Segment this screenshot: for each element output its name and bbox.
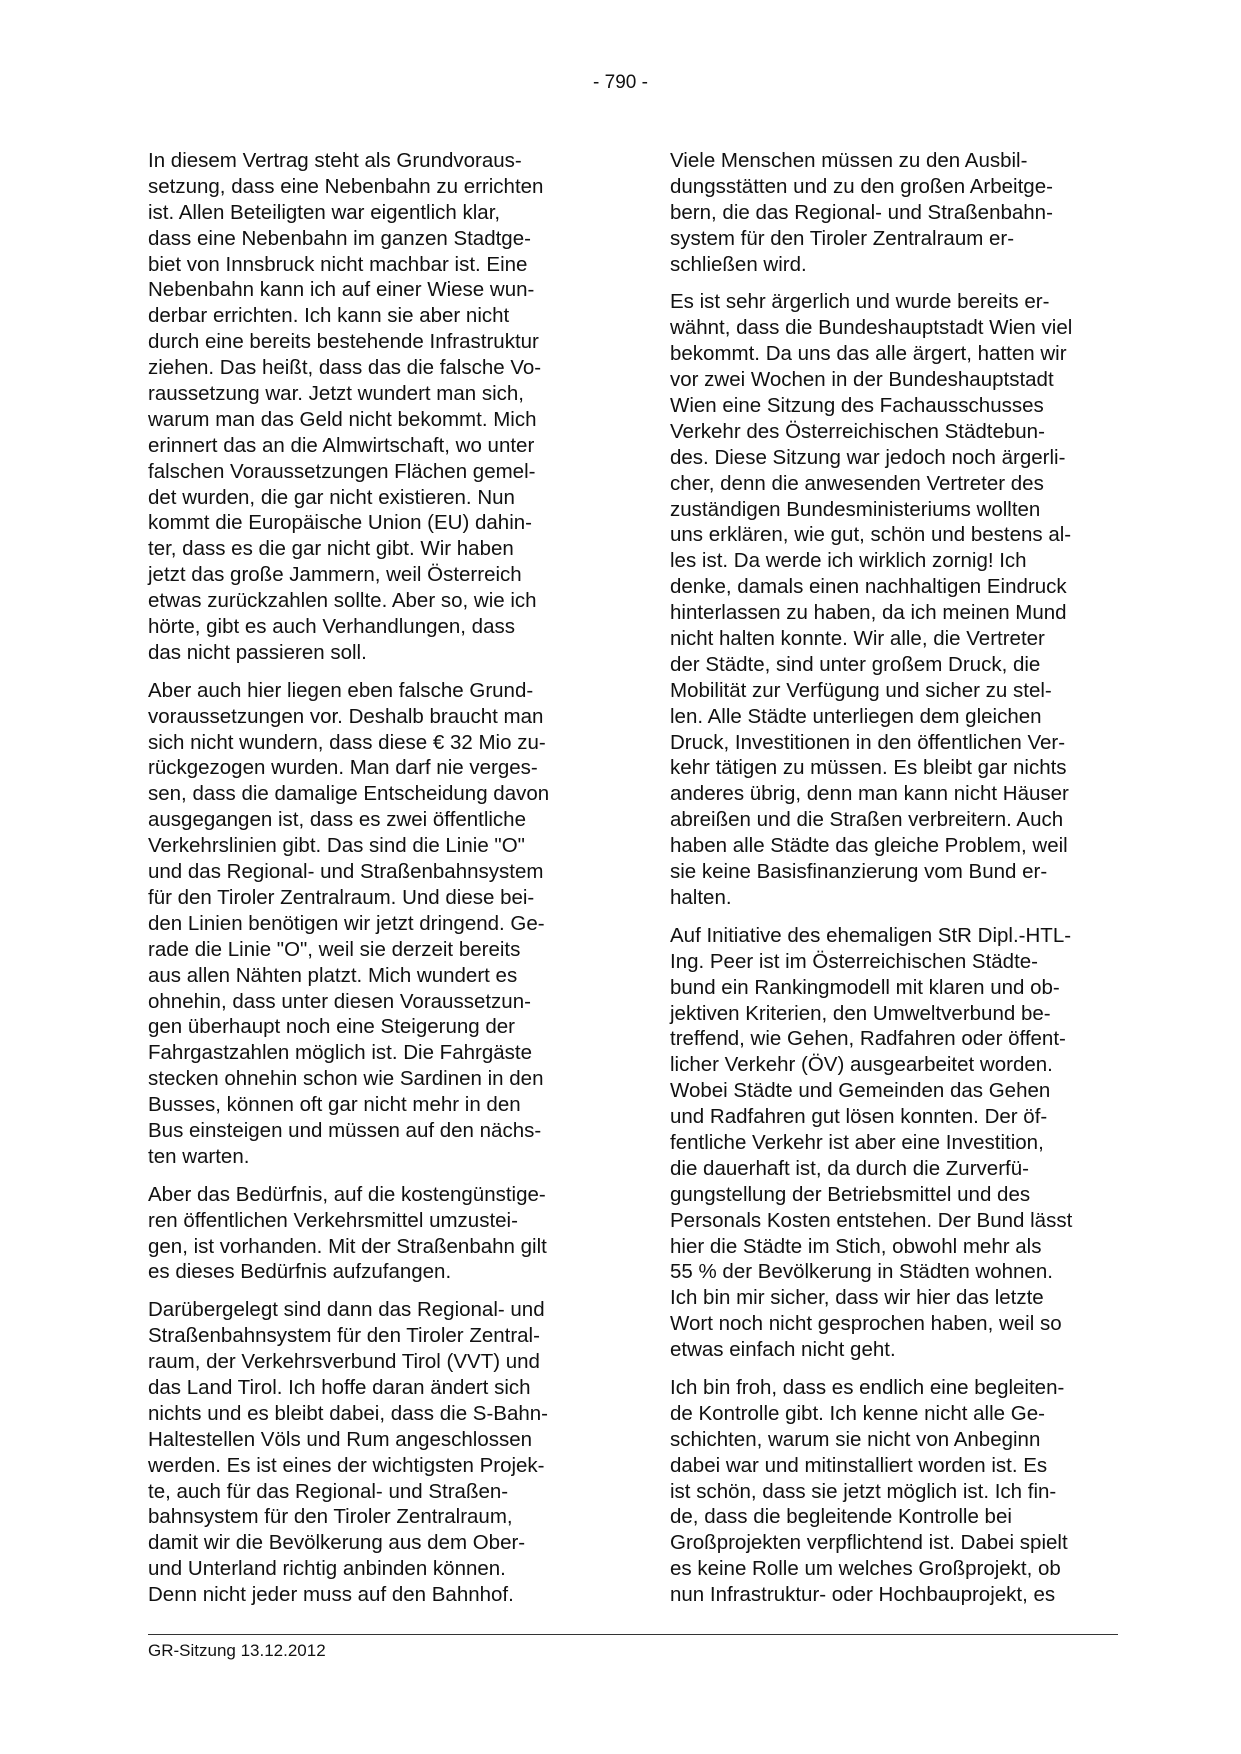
text-line: bern, die das Regional- und Straßenbahn- (670, 200, 1053, 224)
text-line: Darübergelegt sind dann das Regional- und (148, 1298, 545, 1322)
text-line: denke, damals einen nachhaltigen Eindruck (670, 575, 1067, 599)
text-line: rade die Linie "O", weil sie derzeit bereits (148, 937, 521, 961)
paragraph (148, 678, 598, 1170)
text-line: In diesem Vertrag steht als Grundvoraus- (148, 149, 522, 172)
text-line: für den Tiroler Zentralraum. Und diese bei- (148, 885, 535, 909)
text-line: dabei war und mitinstalliert worden ist. Es (670, 1453, 1048, 1477)
text-line: falschen Voraussetzungen Flächen gemel- (148, 459, 536, 483)
page-number: - 790 - (593, 72, 648, 93)
text-line: kommt die Europäische Union (EU) dahin- (148, 511, 532, 535)
text-line: Ing. Peer ist im Österreichischen Städte- (670, 949, 1039, 973)
paragraph-gap (670, 911, 1120, 923)
text-line: Verkehr des Österreichischen Städtebun- (670, 419, 1045, 443)
text-line: ten warten. (148, 1144, 250, 1168)
text-line: cher, denn die anwesenden Vertreter des (670, 471, 1044, 495)
text-line: Nebenbahn kann ich auf einer Wiese wun- (148, 278, 535, 302)
left-column (148, 148, 598, 1608)
paragraph (670, 1375, 1120, 1608)
text-line: das nicht passieren soll. (148, 640, 367, 664)
text-line: anderes übrig, denn man kann nicht Häuser (670, 782, 1069, 806)
text-line: treffend, wie Gehen, Radfahren oder öffent- (670, 1027, 1066, 1051)
text-line: bund ein Rankingmodell mit klaren und ob- (670, 975, 1060, 999)
text-line: etwas einfach nicht geht. (670, 1338, 896, 1362)
text-line: und Unterland richtig anbinden können. (148, 1557, 506, 1581)
text-line: Busses, können oft gar nicht mehr in den (148, 1093, 521, 1117)
text-line: Denn nicht jeder muss auf den Bahnhof. (148, 1583, 514, 1607)
text-line: Wien eine Sitzung des Fachausschusses (670, 394, 1044, 418)
paragraph (148, 1297, 598, 1608)
text-line: gen, ist vorhanden. Mit der Straßenbahn gilt (148, 1234, 547, 1258)
text-line: ren öffentlichen Verkehrsmittel umzustei- (148, 1208, 518, 1232)
text-line: nun Infrastruktur- oder Hochbauprojekt, es (670, 1583, 1056, 1607)
text-line: Viele Menschen müssen zu den Ausbil- (670, 149, 1028, 172)
text-line: Mobilität zur Verfügung und sicher zu stel- (670, 678, 1052, 702)
text-line: aus allen Nähten platzt. Mich wundert es (148, 963, 518, 987)
text-line: wähnt, dass die Bundeshauptstadt Wien viel (670, 316, 1073, 340)
text-line: des. Diese Sitzung war jedoch noch ärgerli- (670, 445, 1066, 469)
footer-divider (148, 1634, 1118, 1635)
text-line: die dauerhaft ist, da durch die Zurverfü- (670, 1156, 1029, 1180)
text-line: Haltestellen Völs und Rum angeschlossen (148, 1427, 533, 1451)
paragraph (670, 289, 1120, 910)
text-line: 55 % der Bevölkerung in Städten wohnen. (670, 1260, 1053, 1284)
text-line: sich nicht wundern, dass diese € 32 Mio zu- (148, 730, 546, 754)
text-line: Ich bin mir sicher, dass wir hier das letzte (670, 1286, 1044, 1310)
text-line: Ich bin froh, dass es endlich eine begleiten- (670, 1375, 1065, 1399)
text-line: Fahrgastzahlen möglich ist. Die Fahrgäste (148, 1041, 532, 1065)
text-line: es dieses Bedürfnis aufzufangen. (148, 1260, 452, 1284)
text-line: abreißen und die Straßen verbreitern. Auch (670, 808, 1064, 832)
text-line: Auf Initiative des ehemaligen StR Dipl.-HTL- (670, 923, 1072, 947)
text-line: nicht halten konnte. Wir alle, die Vertreter (670, 627, 1045, 651)
paragraph-gap (148, 1170, 598, 1182)
text-line: Aber auch hier liegen eben falsche Grund- (148, 678, 534, 702)
text-line: haben alle Städte das gleiche Problem, weil (670, 834, 1068, 858)
text-line: raum, der Verkehrsverbund Tirol (VVT) und (148, 1350, 540, 1374)
paragraph (670, 148, 1120, 277)
paragraph (148, 148, 598, 666)
text-line: sie keine Basisfinanzierung vom Bund er- (670, 860, 1048, 884)
text-line: und Radfahren gut lösen konnten. Der öf- (670, 1105, 1048, 1129)
text-line: ist schön, dass sie jetzt möglich ist. Ich fin- (670, 1479, 1057, 1503)
text-line: Wort noch nicht gesprochen haben, weil so (670, 1312, 1062, 1336)
text-line: schichten, warum sie nicht von Anbeginn (670, 1427, 1041, 1451)
text-line: ist. Allen Beteiligten war eigentlich klar, (148, 200, 501, 224)
text-line: jektiven Kriterien, den Umweltverbund be- (670, 1001, 1051, 1025)
paragraph-gap (148, 1285, 598, 1297)
paragraph (148, 1182, 598, 1286)
text-line: erinnert das an die Almwirtschaft, wo unter (148, 433, 535, 457)
text-line: schließen wird. (670, 252, 807, 276)
text-line: hinterlassen zu haben, da ich meinen Mund (670, 601, 1067, 625)
text-line: les ist. Da werde ich wirklich zornig! Ich (670, 549, 1027, 573)
text-line: dungsstätten und zu den großen Arbeitge- (670, 174, 1053, 198)
text-line: voraussetzungen vor. Deshalb braucht man (148, 704, 544, 728)
text-line: raussetzung war. Jetzt wundert man sich, (148, 382, 525, 406)
text-line: Aber das Bedürfnis, auf die kostengünstige- (148, 1182, 546, 1206)
text-line: ter, dass es die gar nicht gibt. Wir haben (148, 537, 514, 561)
text-line: jetzt das große Jammern, weil Österreich (148, 563, 522, 587)
text-line: Wobei Städte und Gemeinden das Gehen (670, 1079, 1051, 1103)
text-line: Großprojekten verpflichtend ist. Dabei spielt (670, 1531, 1068, 1555)
text-line: das Land Tirol. Ich hoffe daran ändert sich (148, 1375, 531, 1399)
paragraph (670, 923, 1120, 1363)
text-line: den Linien benötigen wir jetzt dringend. Ge- (148, 911, 545, 935)
text-line: vor zwei Wochen in der Bundeshauptstadt (670, 368, 1054, 392)
text-line: warum man das Geld nicht bekommt. Mich (148, 407, 537, 431)
text-line: gen überhaupt noch eine Steigerung der (148, 1015, 516, 1039)
text-line: ziehen. Das heißt, dass das die falsche Vo- (148, 356, 542, 380)
text-line: stecken ohnehin schon wie Sardinen in den (148, 1067, 544, 1091)
text-line: uns erklären, wie gut, schön und bestens al- (670, 523, 1072, 547)
text-line: hörte, gibt es auch Verhandlungen, dass (148, 615, 515, 639)
text-line: halten. (670, 885, 732, 909)
text-line: es keine Rolle um welches Großprojekt, ob (670, 1557, 1061, 1581)
text-line: licher Verkehr (ÖV) ausgearbeitet worden. (670, 1053, 1053, 1077)
text-line: zuständigen Bundesministeriums wollten (670, 497, 1041, 521)
text-line: sen, dass die damalige Entscheidung davon (148, 782, 550, 806)
text-line: derbar errichten. Ich kann sie aber nicht (148, 304, 510, 328)
paragraph-gap (670, 1363, 1120, 1375)
text-line: dass eine Nebenbahn im ganzen Stadtge- (148, 226, 531, 250)
text-line: durch eine bereits bestehende Infrastruktur (148, 330, 539, 354)
text-line: ohnehin, dass unter diesen Voraussetzun- (148, 989, 531, 1013)
text-line: setzung, dass eine Nebenbahn zu errichten (148, 174, 544, 198)
text-line: fentliche Verkehr ist aber eine Investition, (670, 1130, 1044, 1154)
text-line: Es ist sehr ärgerlich und wurde bereits er- (670, 290, 1050, 314)
text-line: de Kontrolle gibt. Ich kenne nicht alle Ge- (670, 1401, 1045, 1425)
text-line: te, auch für das Regional- und Straßen- (148, 1479, 509, 1503)
text-line: damit wir die Bevölkerung aus dem Ober- (148, 1531, 526, 1555)
text-line: und das Regional- und Straßenbahnsystem (148, 860, 544, 884)
text-line: len. Alle Städte unterliegen dem gleichen (670, 704, 1042, 728)
paragraph-gap (670, 277, 1120, 289)
paragraph-gap (148, 666, 598, 678)
text-line: werden. Es ist eines der wichtigsten Projek- (148, 1453, 545, 1477)
right-column (670, 148, 1120, 1608)
text-line: Druck, Investitionen in den öffentlichen Ver- (670, 730, 1066, 754)
footer-session-date: GR-Sitzung 13.12.2012 (148, 1641, 326, 1660)
text-line: nichts und es bleibt dabei, dass die S-Bahn- (148, 1401, 549, 1425)
text-line: hier die Städte im Stich, obwohl mehr als (670, 1234, 1042, 1258)
text-line: det wurden, die gar nicht existieren. Nun (148, 485, 515, 509)
text-line: Personals Kosten entstehen. Der Bund lässt (670, 1208, 1073, 1232)
text-line: der Städte, sind unter großem Druck, die (670, 652, 1041, 676)
text-line: system für den Tiroler Zentralraum er- (670, 226, 1015, 250)
text-line: bahnsystem für den Tiroler Zentralraum, (148, 1505, 513, 1529)
text-line: Straßenbahnsystem für den Tiroler Zentral- (148, 1324, 540, 1348)
text-line: rückgezogen wurden. Man darf nie verges- (148, 756, 538, 780)
text-line: ausgegangen ist, dass es zwei öffentliche (148, 808, 526, 832)
text-line: biet von Innsbruck nicht machbar ist. Eine (148, 252, 528, 276)
text-line: de, dass die begleitende Kontrolle bei (670, 1505, 1012, 1529)
text-line: Bus einsteigen und müssen auf den nächs- (148, 1118, 542, 1142)
text-line: kehr tätigen zu müssen. Es bleibt gar nichts (670, 756, 1067, 780)
text-line: bekommt. Da uns das alle ärgert, hatten wir (670, 342, 1067, 366)
text-line: etwas zurückzahlen sollte. Aber so, wie ich (148, 589, 537, 613)
text-line: gungstellung der Betriebsmittel und des (670, 1182, 1031, 1206)
text-line: Verkehrslinien gibt. Das sind die Linie "O" (148, 834, 525, 858)
